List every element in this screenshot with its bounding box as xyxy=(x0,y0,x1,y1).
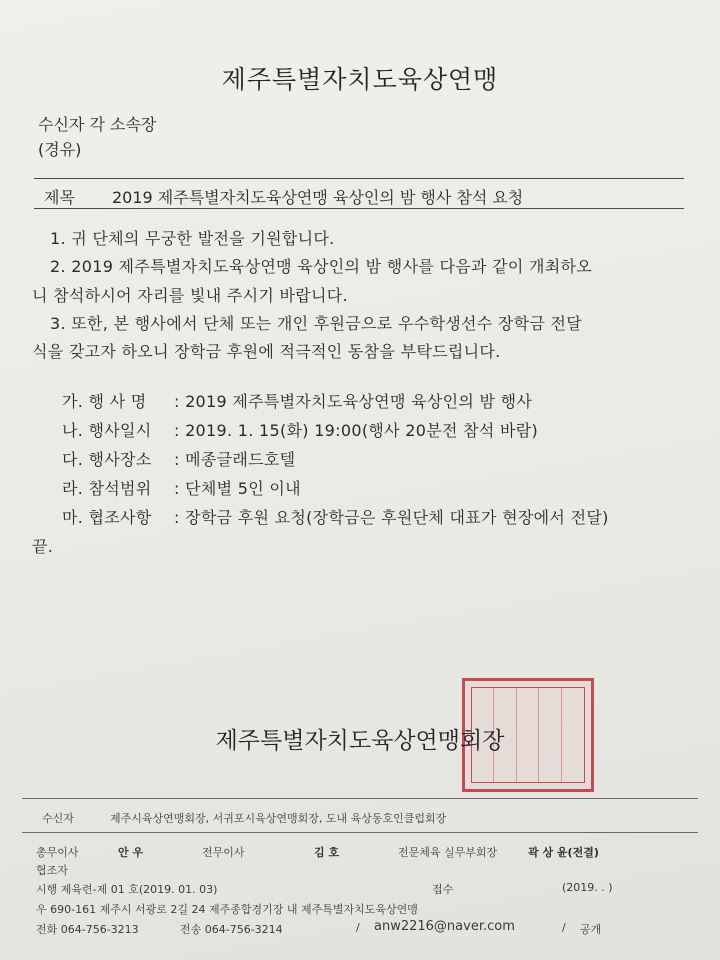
event-item-label: 나. 행사일시 xyxy=(62,421,152,440)
receipt-date: (2019. . ) xyxy=(562,881,613,894)
event-item-value: : 메종글래드호텔 xyxy=(174,450,296,469)
event-item-label: 가. 행 사 명 xyxy=(62,392,147,411)
cc-value: 제주시육상연맹회장, 서귀포시육상연맹회장, 도내 육상동호인클럽회장 xyxy=(110,812,447,825)
sender-name: 제주특별자치도육상연맹회장 xyxy=(215,728,505,754)
event-item-label: 라. 참석범위 xyxy=(62,479,152,498)
event-item xyxy=(62,389,532,412)
disclosure: 공개 xyxy=(580,923,602,936)
footer-top-rule xyxy=(22,798,698,799)
address: 우 690-161 제주시 서광로 2길 24 제주종합경기장 내 제주특별자치도육상연맹 xyxy=(36,903,418,916)
staff-name: 곽 상 윤(전결) xyxy=(528,846,599,859)
event-item xyxy=(62,418,538,441)
fax: 전송 064-756-3214 xyxy=(180,923,283,936)
event-item-label: 다. 행사장소 xyxy=(62,450,152,469)
subject-text: 2019 제주특별자치도육상연맹 육상인의 밤 행사 참석 요청 xyxy=(112,188,524,207)
event-item-value: : 장학금 후원 요청(장학금은 후원단체 대표가 현장에서 전달) xyxy=(174,508,609,527)
body-line: 식을 갖고자 하오니 장학금 후원에 적극적인 동참을 부탁드립니다. xyxy=(32,342,501,361)
body-line: 3. 또한, 본 행사에서 단체 또는 개인 후원금으로 우수학생선수 장학금 전달 xyxy=(50,314,583,333)
event-item xyxy=(62,476,301,499)
separator: / xyxy=(562,921,566,934)
body-line: 2. 2019 제주특별자치도육상연맹 육상인의 밤 행사를 다음과 같이 개최하오 xyxy=(50,257,593,276)
staff-role: 총무이사 xyxy=(36,846,79,859)
body-line: 1. 귀 단체의 무궁한 발전을 기원합니다. xyxy=(50,229,335,248)
staff-name: 안 우 xyxy=(118,846,144,859)
separator: / xyxy=(356,921,360,934)
cooperator-label: 협조자 xyxy=(36,864,68,877)
staff-role: 전무이사 xyxy=(202,846,245,859)
document-number: 시행 제육련-제 01 호(2019. 01. 03) xyxy=(36,883,218,896)
recipient-via: (경유) xyxy=(38,140,82,159)
document-title: 제주특별자치도육상연맹 xyxy=(221,65,499,94)
subject-bottom-rule xyxy=(34,208,684,209)
subject-label: 제목 xyxy=(44,188,75,207)
footer-mid-rule xyxy=(22,832,698,833)
event-item-value: : 2019. 1. 15(화) 19:00(행사 20분전 참석 바람) xyxy=(174,421,539,440)
event-item-label: 마. 협조사항 xyxy=(62,508,152,527)
event-item-value: : 단체별 5인 이내 xyxy=(174,479,301,498)
event-item-value: : 2019 제주특별자치도육상연맹 육상인의 밤 행사 xyxy=(174,392,533,411)
phone: 전화 064-756-3213 xyxy=(36,923,139,936)
cc-label: 수신자 xyxy=(42,812,74,825)
recipient-line: 수신자 각 소속장 xyxy=(38,115,157,134)
staff-name: 김 호 xyxy=(314,846,340,859)
body-line: 니 참석하시어 자리를 빛내 주시기 바랍니다. xyxy=(32,286,348,305)
event-item xyxy=(62,447,295,470)
end-mark: 끝. xyxy=(32,537,54,556)
event-item xyxy=(62,505,609,528)
subject-top-rule xyxy=(34,178,684,179)
receipt-label: 접수 xyxy=(432,883,454,896)
staff-role: 전문체육 실무부회장 xyxy=(398,846,498,859)
email: anw2216@naver.com xyxy=(374,919,515,934)
